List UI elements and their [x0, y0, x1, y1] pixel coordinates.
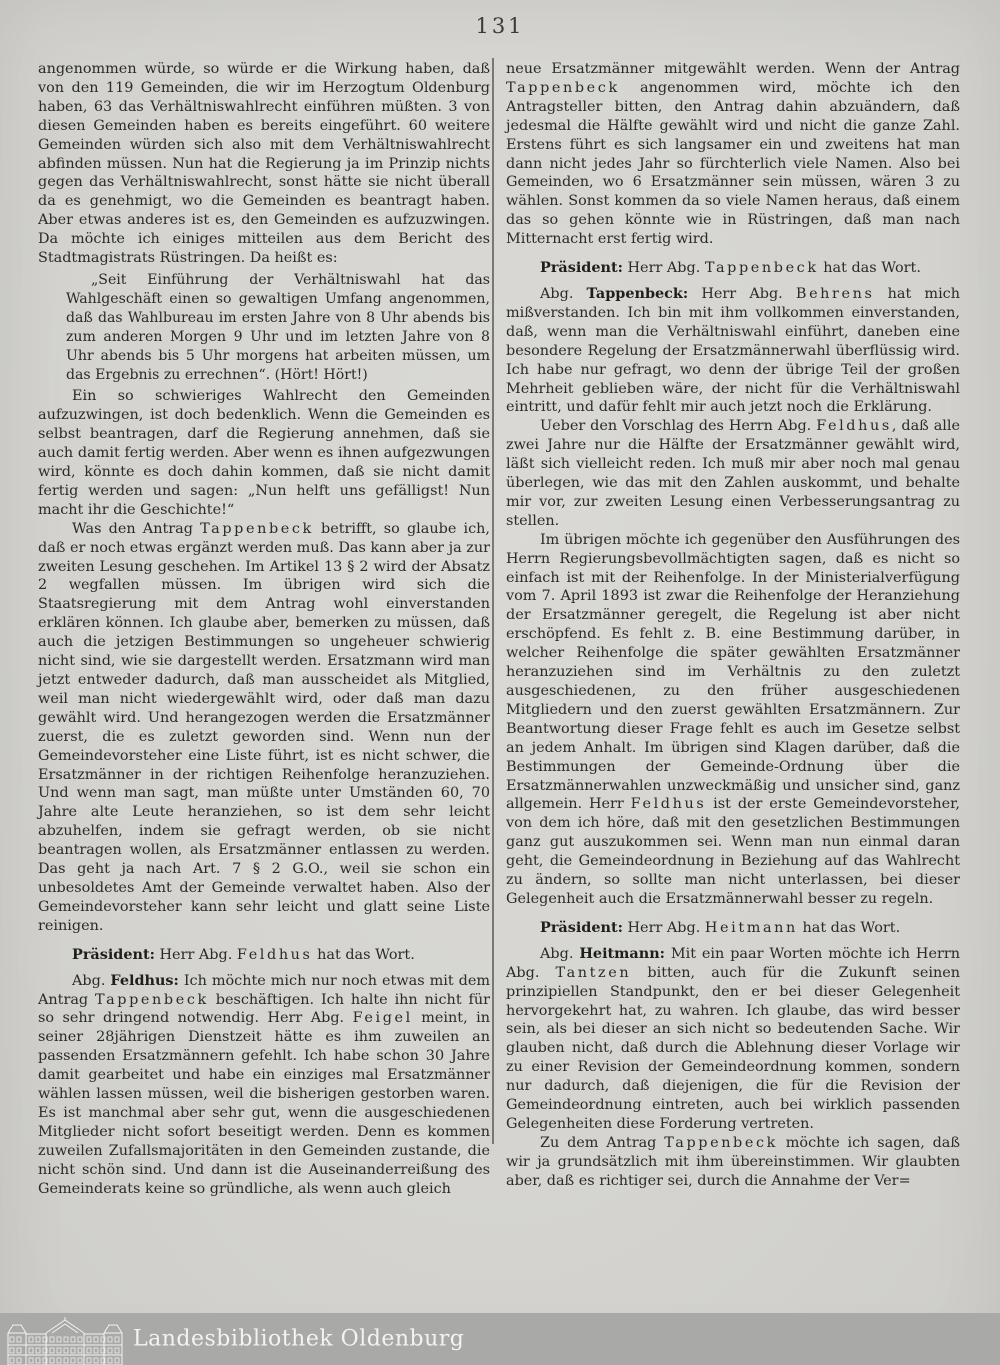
paragraph [38, 60, 490, 268]
text-run: Ueber den Vorschlag des Herrn Abg. [540, 418, 817, 435]
text-run: Zu dem Antrag [540, 1134, 665, 1151]
paragraph [38, 946, 490, 965]
text-column-left [38, 60, 490, 1198]
text-run: hat das Wort. [312, 946, 415, 963]
paragraph [38, 387, 490, 519]
footer-banner [0, 1313, 1000, 1365]
text-run: Abg. [540, 945, 580, 962]
text-run: Herr Abg. [622, 260, 705, 277]
paragraph [66, 271, 490, 384]
spaced-name: Behrens [795, 285, 875, 302]
text-run: Abg. [540, 285, 587, 302]
text-run: Abg. [72, 972, 111, 989]
text-run: „Seit Einführung der Verhältniswahl hat das Wahlgeschäft einen so gewaltigen Umfang angenommen, daß das Wahlbureau im ersten Jahre von 8 Uhr abends bis zum anderen Morgen 9 Uhr und im letzten Jahre von 8 Uhr abends bis 5 Uhr morgens hat arbeiten müssen, um das Ergebnis zu errechnen“. (Hört! Hört!) [66, 271, 490, 383]
text-run: hat mich mißverstanden. Ich bin mit ihm vollkommen einverstanden, daß, wenn man die Verhältniswahl einführt, daneben eine besondere Regelung der Ersatzmännerwahl überflüssig wird. Ich habe nur gefragt, wo denn der übrige Teil der großen Mehrheit geblieben wäre, der nicht für die Verhältniswahl eintritt, und dafür fehlt mir auch jetzt noch die Erklärung. [506, 285, 961, 416]
text-run: , daß alle zwei Jahre nur die Hälfte der Ersatzmänner gewählt wird, läßt sich vielleicht reden. Ich muß mir aber noch mal genau überlegen, wie das mit den Zahlen auskommt, und behalte mir vor, zur zweiten Lesung einen Verbesserungsantrag zu stellen. [506, 418, 960, 529]
spaced-name: Tappenbeck [95, 991, 209, 1008]
text-run: Herr Abg. [154, 946, 237, 963]
text-run: meint, in seiner 28jährigen Dienstzeit hätte es ihm zuweilen an passenden Ersatzmännern gefehlt. Ich habe schon 30 Jahre damit gearbeitet und habe ein einziges mal Ersatzmänner wählen lassen müssen, weil die bisherigen gestorben waren. Es ist manchmal aber sehr gut, wenn die ausgeschiedenen Mitglieder nicht sofort beseitigt werden. Denn es kommen zuweilen Zufallsmajoritäten in den Gemeinden zustande, die nicht schön sind. Und dann ist die Auseinanderreißung des Gemeinderats keine so gründliche, als wenn auch gleich [38, 1010, 490, 1197]
text-run: angenommen würde, so würde er die Wirkung haben, daß von den 119 Gemeinden, die wir im Herzogtum Oldenburg haben, 63 das Verhältniswahlrecht einführen müßten. 3 von diesen Gemeinden haben es bereits eingeführt. 60 weitere Gemeinden würden sich also mit dem Verhältniswahlrecht abfinden müssen. Nun hat die Regierung ja im Prinzip nichts gegen das Verhältniswahlrecht, sonst hätte sie nicht überall da es genehmigt, wo die Gemeinden es beantragt haben. Aber etwas anderes ist es, den Gemeinden es aufzuzwingen. Da möchte ich einiges mitteilen aus dem Bericht des Stadtmagistrats Rüstringen. Da heißt es: [38, 61, 490, 267]
text-run: hat das Wort. [797, 919, 901, 936]
text-run: beschäftigen. Ich halte ihn nicht für so sehr dringend notwendig. Herr Abg. [38, 991, 490, 1027]
speaker-name: Heitmann: [579, 944, 665, 962]
speaker-name: Präsident: [72, 945, 155, 963]
speaker-name: Feldhus: [110, 971, 179, 989]
speaker-name: Präsident: [540, 259, 623, 277]
text-run: bitten, auch für die Zukunft seinen prinzipiellen Standpunkt, den er bei dieser Gelegenheit hervorgekehrt hat, zu wahren. Ich glaube, das wird besser sein, als bei dieser an sich nicht so bedeutenden Sache. Wir glauben nicht, daß durch die Ablehnung dieser Vorlage wir zu einer Revision der Gemeindeordnung kommen, sondern nur dadurch, daß diejenigen, die für die Revision der Gemeindeordnung eintreten, auch bei wirklich passenden Gelegenheiten diese Forderung vertreten. [506, 964, 961, 1132]
paragraph [506, 60, 960, 249]
speaker-name: Tappenbeck: [586, 284, 689, 302]
library-building-icon [6, 1317, 126, 1365]
spaced-name: Feldhus [630, 796, 707, 813]
spaced-name: Tantzen [555, 964, 632, 981]
library-name-label: Landesbibliothek Oldenburg [133, 1326, 465, 1352]
paragraph [506, 919, 960, 938]
spaced-name: Feldhus [236, 946, 313, 963]
column-divider [492, 58, 494, 1144]
text-run: betrifft, so glaube ich, daß er noch etwas ergänzt werden muß. Das kann aber ja zur zweiten Lesung geschehen. Im Artikel 13 § 2 wird der Absatz 2 wegfallen müssen. Im übrigen wird sich die Staatsregierung mit dem Antrag wohl einverstanden erklären können. Ich glaube aber, bemerken zu müssen, daß auch die jetzigen Bestimmungen so ungeheuer schwierig nicht sind, wie sie dargestellt werden. Ersatzmann wird man jetzt entweder dadurch, daß man ausscheidet als Mitglied, weil man nicht wiedergewählt wird, oder daß man dazu gewählt wird. Und herangezogen werden die Ersatzmänner zuerst, die es zuletzt geworden sind. Wenn nun der Gemeindevorsteher eine Liste führt, ist es nicht schwer, die Ersatzmänner in der richtigen Reihenfolge heranzuziehen. Und wenn man sagt, man müßte unter Umständen 60, 70 Jahre alte Leute heranziehen, so ist dem sehr leicht abzuhelfen, indem sie gefragt werden, ob sie nicht beantragen wollen, als Ersatzmänner entlassen zu werden. Das geht ja nach Art. 7 § 2 G.O., weil sie schon ein unbesoldetes Amt der Gemeinde verwaltet haben. Also der Gemeindevorsteher kann sehr leicht und glatt seine Liste reinigen. [38, 520, 490, 934]
paragraph [506, 1134, 960, 1191]
paragraph [38, 520, 490, 936]
text-run: angenommen wird, möchte ich den Antragsteller bitten, den Antrag dahin abzuändern, daß jedesmal die Hälfte gewählt wird und nicht die ganze Zahl. Erstens führt es sich langsamer ein und zweitens hat man dann nicht jedes Jahr so fürchterlich viele Namen. Also bei Gemeinden, wo 6 Ersatzmänner sein müssen, wären 3 zu wählen. Sonst kommen da so viele Namen heraus, daß einem das so gehen könnte wie in Rüstringen, daß man nach Mitternacht erst fertig wird. [506, 79, 960, 248]
paragraph [38, 972, 490, 1199]
paragraph [506, 285, 960, 417]
text-run: Was den Antrag [72, 520, 201, 537]
text-run: ist der erste Gemeindevorsteher, von dem ich höre, daß mit den gesetzlichen Bestimmungen ganz gut auszukommen sei. Wenn man nun einmal daran geht, die Gemeindeordnung in Beziehung auf das Wahlrecht zu ändern, so sollte man nicht unterlassen, bei dieser Gelegenheit auch die Ersatzmännerwahl besser zu regeln. [506, 796, 961, 907]
page-number: 131 [475, 14, 525, 38]
text-run: neue Ersatzmänner mitgewählt werden. Wenn der Antrag [506, 61, 960, 77]
text-run: Ein so schwieriges Wahlrecht den Gemeinden aufzuzwingen, ist doch bedenklich. Wenn die Gemeinden es selbst beantragen, darf die Regierung annehmen, daß sie auch damit fertig werden. Aber wenn es ihnen aufgezwungen wird, könnte es doch dahin kommen, daß sie nicht damit fertig werden und sagen: „Nun helft uns gefälligst! Nun macht ihr die Geschichte!“ [38, 388, 490, 518]
paragraph [506, 531, 960, 909]
paragraph [506, 417, 960, 530]
text-run: Ich möchte mich nur noch etwas mit dem Antrag [38, 972, 490, 1008]
text-run: Mit ein paar Worten möchte ich Herrn Abg. [506, 945, 960, 981]
text-run: Herr Abg. [622, 919, 705, 936]
spaced-name: Tappenbeck [506, 79, 620, 96]
paragraph [506, 945, 960, 1134]
spaced-name: Tappenbeck [704, 260, 819, 277]
text-run: möchte ich sagen, daß wir ja grundsätzlich mit ihm übereinstimmen. Wir glaubten aber, daß es richtiger sei, durch die Annahme der Ver= [506, 1134, 961, 1189]
spaced-name: Feigel [352, 1010, 413, 1027]
text-column-right [506, 60, 960, 1191]
speaker-name: Präsident: [540, 918, 623, 936]
spaced-name: Tappenbeck [664, 1134, 778, 1151]
text-run: hat das Wort. [818, 260, 921, 277]
text-run: Im übrigen möchte ich gegenüber den Ausführungen des Herrn Regierungsbevollmächtigten sagen, daß es nicht so einfach ist mit der Reihenfolge. In der Ministerialverfügung vom 7. April 1893 ist zwar die Reihenfolge der Heranziehung der Ersatzmänner geregelt, die Regelung ist aber nicht erschöpfend. Es fehlt z. B. eine Bestimmung darüber, in welcher Reihenfolge die später gewählten Ersatzmänner heranzuziehen sind im Verhältnis zu den zuletzt ausgeschiedenen, zu den früher ausgeschiedenen Mitgliedern und den zuerst gewählten Ersatzmännern. Zur Beantwortung dieser Frage fehlt es auch im Gesetze selbst an jedem Anhalt. Im übrigen sind Klagen darüber, daß die Bestimmungen der Gemeinde-Ordnung über die Ersatzmännerwahlen unzweckmäßig und unsicher sind, ganz allgemein. Herr [506, 531, 960, 813]
spaced-name: Feldhus [816, 418, 892, 435]
spaced-name: Heitmann [704, 919, 798, 936]
text-run: Herr Abg. [688, 285, 796, 302]
spaced-name: Tappenbeck [200, 520, 314, 537]
paragraph [506, 259, 960, 278]
